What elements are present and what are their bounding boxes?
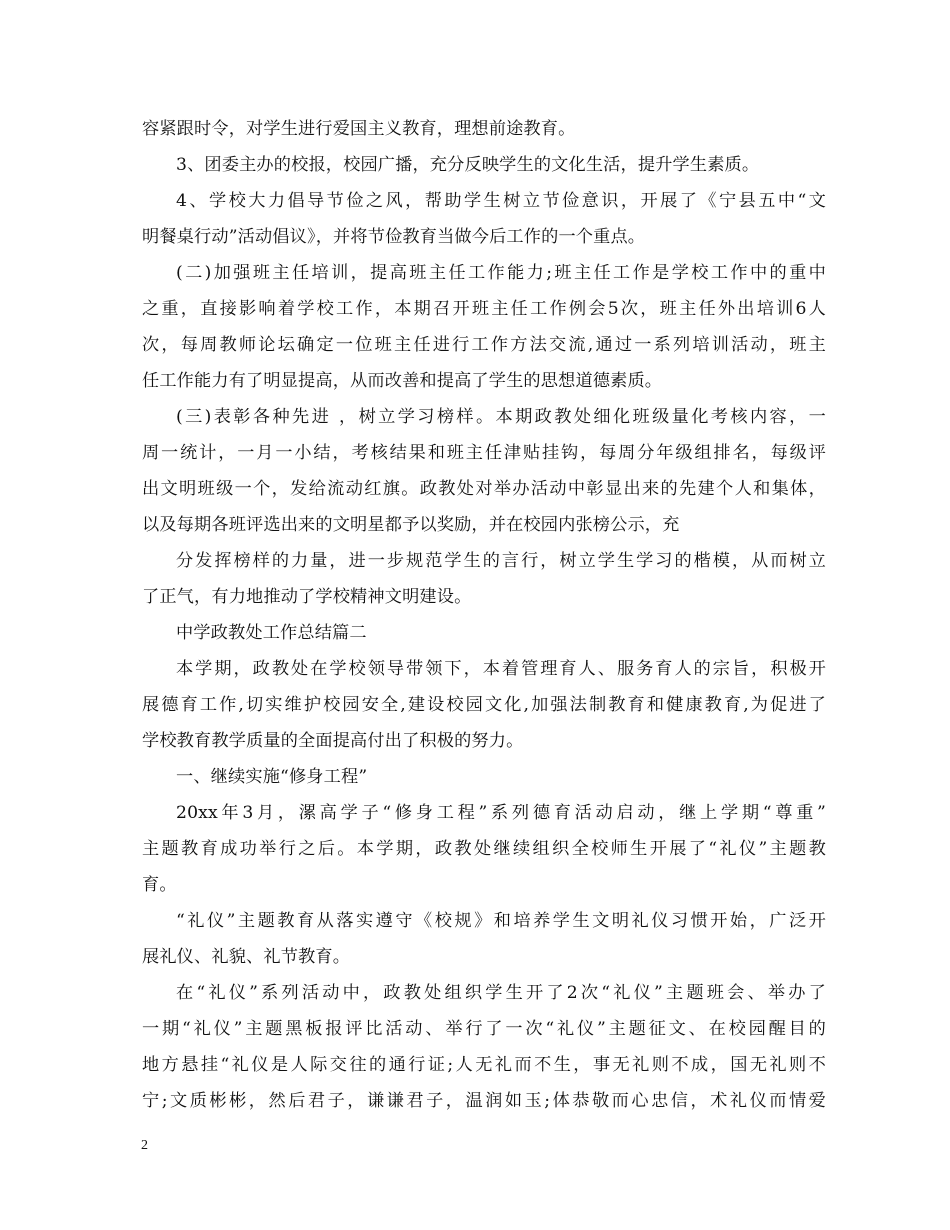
text-line: “礼仪”主题教育从落实遵守《校规》和培养学生文明礼仪习惯开始，广泛开 [176,911,826,931]
text-line: 4、学校大力倡导节俭之风，帮助学生树立节俭意识，开展了《宁县五中“文 [176,191,826,211]
text-line: 学校教育教学质量的全面提高付出了积极的努力。 [142,731,524,751]
text-line: 任工作能力有了明显提高，从而改善和提高了学生的思想道德素质。 [142,371,663,391]
text-line: 之重，直接影响着学校工作，本期召开班主任工作例会5次，班主任外出培训6人 [142,299,826,319]
text-line: 周一统计，一月一小结，考核结果和班主任津贴挂钩，每周分年级组排名，每级评 [142,443,826,463]
text-line: 出文明班级一个，发给流动红旗。政教处对举办活动中彰显出来的先建个人和集体， [142,479,826,499]
text-line: 宁;文质彬彬，然后君子，谦谦君子，温润如玉;体恭敬而心忠信，术礼仪而情爱 [142,1091,826,1111]
text-line: 育。 [142,875,177,895]
document-body [142,111,826,1119]
text-line: 展礼仪、礼貌、礼节教育。 [142,947,351,967]
text-line: 在“礼仪”系列活动中，政教处组织学生开了2次“礼仪”主题班会、举办了 [176,983,826,1003]
text-line: 以及每期各班评选出来的文明星都予以奖励，并在校园内张榜公示，充 [142,515,680,535]
text-line: 主题教育成功举行之后。本学期，政教处继续组织全校师生开展了“礼仪”主题教 [142,839,826,859]
text-line: 明餐桌行动”活动倡议》，并将节俭教育当做今后工作的一个重点。 [142,227,646,247]
text-line: 本学期，政教处在学校领导带领下，本着管理育人、服务育人的宗旨，积极开 [176,659,826,679]
text-line: (三)表彰各种先进 ，树立学习榜样。本期政教处细化班级量化考核内容，一 [176,407,826,427]
page-number: 2 [141,1138,148,1153]
text-line: 一期“礼仪”主题黑板报评比活动、举行了一次“礼仪”主题征文、在校园醒目的 [142,1019,826,1039]
text-line: 一、继续实施“修身工程” [176,767,368,787]
text-line: 分发挥榜样的力量，进一步规范学生的言行，树立学生学习的楷模，从而树立 [176,551,826,571]
text-line: 容紧跟时令，对学生进行爱国主义教育，理想前途教育。 [142,119,576,139]
text-line: 20xx年3月，漯高学子“修身工程”系列德育活动启动，继上学期“尊重” [176,803,826,823]
text-line: 展德育工作,切实维护校园安全,建设校园文化,加强法制教育和健康教育,为促进了 [142,695,826,715]
text-line: 了正气，有力地推动了学校精神文明建设。 [142,587,472,607]
text-line: 次，每周教师论坛确定一位班主任进行工作方法交流,通过一系列培训活动，班主 [142,335,826,355]
text-line: 中学政教处工作总结篇二 [176,623,367,643]
text-line: 3、团委主办的校报，校园广播，充分反映学生的文化生活，提升学生素质。 [176,155,760,175]
text-line: 地方悬挂“礼仪是人际交往的通行证;人无礼而不生，事无礼则不成，国无礼则不 [142,1055,826,1075]
text-line: (二)加强班主任培训，提高班主任工作能力;班主任工作是学校工作中的重中 [176,263,826,283]
